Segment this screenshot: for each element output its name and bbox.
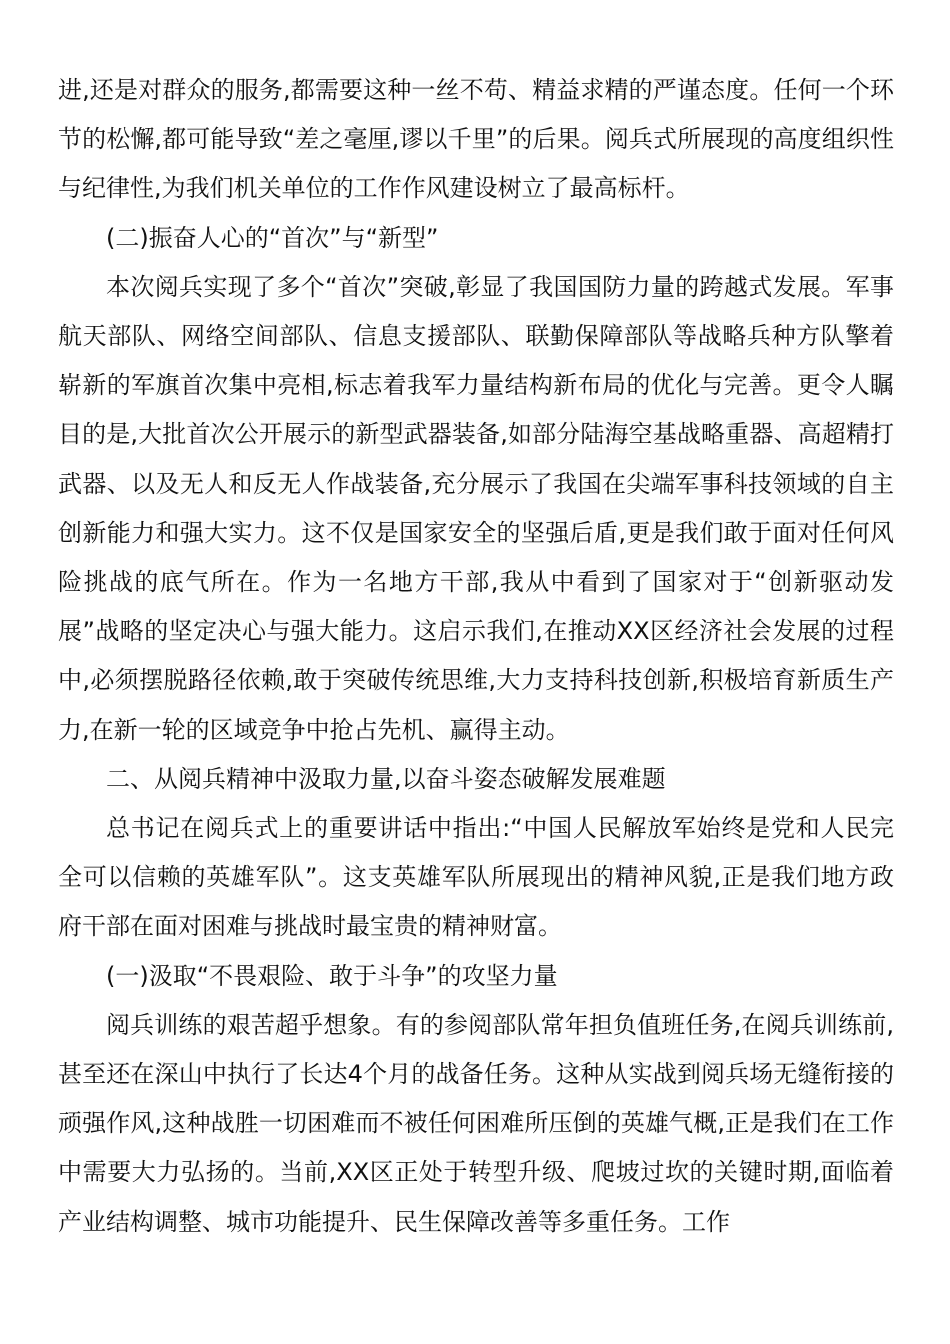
paragraph-continued: 进,还是对群众的服务,都需要这种一丝不苟、精益求精的严谨态度。任何一个环节的松懈,都可能导致“差之毫厘,谬以千里”的后果。阅兵式所展现的高度组织性与纪律性,为我们机关单位的工作作风建设树立了最高标杆。 [58,76,894,203]
chapter-heading-2: 二、从阅兵精神中汲取力量,以奋斗姿态破解发展难题 [106,764,666,793]
paragraph-speech-quote: 总书记在阅兵式上的重要讲话中指出:“中国人民解放军始终是党和人民完全可以信赖的英雄军队”。这支英雄军队所展现出的精神风貌,正是我们地方政府干部在面对困难与挑战时最宝贵的精神财富。 [58,814,894,941]
section-heading-2: (二)振奋人心的“首次”与“新型” [106,223,439,252]
paragraph-firsts: 本次阅兵实现了多个“首次”突破,彰显了我国国防力量的跨越式发展。军事航天部队、网络空间部队、信息支援部队、联勤保障部队等战略兵种方队擎着崭新的军旗首次集中亮相,标志着我军力量结构新布局的优化与完善。更令人瞩目的是,大批首次公开展示的新型武器装备,如部分陆海空基战略重器、高超精打武器、以及无人和反无人作战装备,充分展示了我国在尖端军事科技领域的自主创新能力和强大实力。这不仅是国家安全的坚强后盾,更是我们敢于面对任何风险挑战的底气所在。作为一名地方干部,我从中看到了国家对于“创新驱动发展”战略的坚定决心与强大能力。这启示我们,在推动XX区经济社会发展的过程中,必须摆脱路径依赖,敢于突破传统思维,大力支持科技创新,积极培育新质生产力,在新一轮的区域竞争中抢占先机、赢得主动。 [58,272,894,744]
section-heading-1: (一)汲取“不畏艰险、敢于斗争”的攻坚力量 [106,961,558,990]
paragraph-training: 阅兵训练的艰苦超乎想象。有的参阅部队常年担负值班任务,在阅兵训练前,甚至还在深山中执行了长达4个月的战备任务。这种从实战到阅兵场无缝衔接的顽强作风,这种战胜一切困难而不被任何困难所压倒的英雄气概,正是我们在工作中需要大力弘扬的。当前,XX区正处于转型升级、爬坡过坎的关键时期,面临着产业结构调整、城市功能提升、民生保障改善等多重任务。工作 [58,1010,894,1236]
document-page [58,66,894,1247]
